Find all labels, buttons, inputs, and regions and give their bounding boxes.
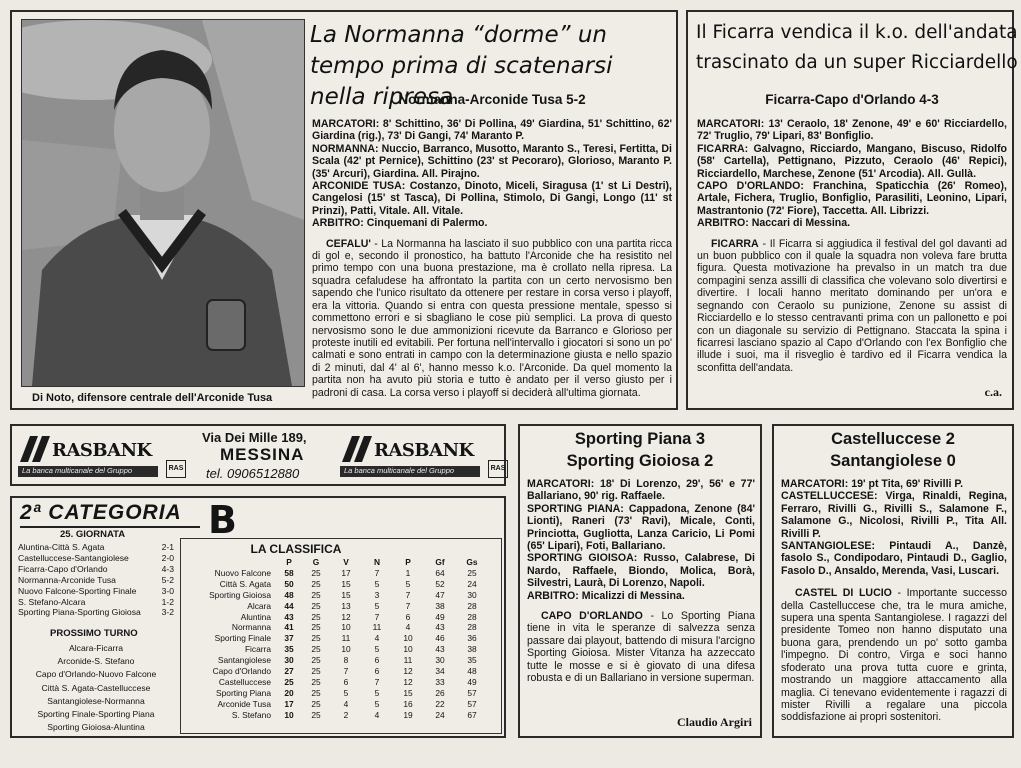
result-row [18, 597, 174, 608]
article-title-line2: Santangiolese 0 [830, 452, 956, 470]
standings-value: 22 [435, 698, 445, 709]
standings-value: 46 [435, 633, 445, 644]
arbitro: Cinquemani di Palermo. [366, 217, 488, 230]
result-row [18, 586, 174, 597]
result-match: S. Stefano-Alcara [18, 596, 86, 607]
standings-row [185, 568, 487, 579]
article-title: La Normanna “dorme” un tempo prima di scatenarsi nella ripresa [310, 22, 613, 110]
article-lead: CEFALU' [326, 237, 371, 250]
standings-value: 15 [403, 687, 413, 698]
standings-value: 1 [405, 567, 411, 578]
standings-header: N [373, 557, 381, 567]
article-title-line2: trascinato da un super Ricciardello [696, 52, 1018, 73]
standings-value: 27 [284, 666, 294, 677]
standings-value: 25 [311, 622, 321, 633]
standings-value: 25 [311, 655, 321, 666]
result-score: 2-0 [161, 552, 174, 563]
team2-lineup: Pintaudi A., Danzè, fasolo S., Condipodaro, Pintaudi D., Gaglio, Fasolo D., Ansaldo, Merenda, Vasi, Luscari. [781, 540, 1007, 577]
standings-value: 7 [343, 666, 349, 677]
result-score: 3-2 [161, 607, 174, 618]
article-normanna [10, 10, 678, 410]
standings-row [185, 688, 487, 699]
standings-value: 48 [284, 589, 294, 600]
marcatori-label: MARCATORI: [312, 118, 380, 130]
standings-team: Capo d'Orlando [212, 666, 271, 677]
next-match: Capo d'Orlando-Nuovo Falcone [35, 669, 157, 680]
standings-value: 25 [311, 589, 321, 600]
team1-label: SPORTING PIANA: [527, 502, 624, 515]
standings-team: Ficarra [244, 644, 271, 655]
standings-value: 25 [311, 567, 321, 578]
article-body [527, 478, 755, 691]
standings-value: 15 [341, 578, 351, 589]
team2-label: SANTANGIOLESE: [781, 540, 875, 553]
result-match: Normanna-Arconide Tusa [18, 574, 116, 585]
result-row [18, 564, 174, 575]
article-signature: c.a. [984, 385, 1002, 399]
standings-row [185, 601, 487, 612]
article-text: - Importante successo della Castelluccese che, tra le mura amiche, supera una spenta Santangiolese. I ragazzi del presidente Tomeo non hanno disputato una buona gara, prendendo un po' sotto gamba l'impegno. Di contro, Virga e soci hanno sfoderato una prova tutta cuore e grinta, mostrando un maggiore attaccamento alla maglia. Ci tenevano evidentemente i ragazzi di mister Rivilli a regalare una piccola soddisfazione ai propri sostenitori. [781, 587, 1007, 724]
standings-value: 25 [311, 644, 321, 655]
standings-value: 10 [403, 644, 413, 655]
rasbank-mark-icon [18, 434, 52, 464]
standings-value: 37 [284, 633, 294, 644]
team1-lineup: Virga, Rinaldi, Regina, Ferraro, Rivilli G., Rivilli S., Salamone F., Salamone G., Nicolosi, Rivilli P., Tita All. Rivilli P. [781, 490, 1007, 540]
article-title-line1: Sporting Piana 3 [574, 430, 706, 448]
result-match: Nuovo Falcone-Sporting Finale [18, 585, 137, 596]
standings-value: 41 [284, 622, 294, 633]
standings-value: 35 [284, 644, 294, 655]
standings-value: 24 [467, 578, 477, 589]
standings-value: 57 [467, 687, 477, 698]
standings-value: 30 [284, 655, 294, 666]
article-lead: CASTEL DI LUCIO [795, 587, 892, 600]
standings-value: 5 [374, 578, 380, 589]
standings-header: P [286, 557, 292, 567]
standings-value: 7 [374, 676, 380, 687]
standings-team: Arconide Tusa [217, 698, 271, 709]
next-match: Santangiolese-Normanna [47, 695, 145, 706]
arbitro-label: ARBITRO: [312, 217, 364, 230]
standings-row [185, 633, 487, 644]
standings-value: 11 [341, 633, 351, 644]
standings-value: 7 [405, 600, 411, 611]
ras-badge: RAS [166, 460, 186, 478]
marcatori: 13' Ceraolo, 18' Zenone, 49' e 60' Ricciardello, 72' Truglio, 79' Lipari, 83' Bonfiglio. [697, 118, 1007, 143]
standings-value: 12 [341, 611, 351, 622]
marcatori-label: MARCATORI: [697, 118, 765, 130]
standings-team: Alcara [247, 600, 271, 611]
standings-team: Aluntina [240, 611, 271, 622]
standings-value: 7 [374, 567, 380, 578]
standings-value: 5 [405, 578, 411, 589]
marcatori: 18' Di Lorenzo, 29', 56' e 77' Ballariano, 90' rig. Raffaele. [527, 478, 755, 503]
team2-lineup: Russo, Calabrese, Di Nardo, Raffaele, Biondo, Molica, Borà, Silvestri, Laurà, Di Lorenzo, Napoli. [527, 552, 755, 590]
standings-value: 25 [311, 709, 321, 720]
article-signature: Claudio Argiri [676, 715, 752, 729]
team1-lineup: Galvagno, Ricciardo, Mangano, Biscuso, Ridolfo (58' Cartella), Pettignano, Pizzuto, Ceraolo (46' Repici), Ricciardello, Marchese, Zenone (51' Arcodia). All. Gullà. [697, 142, 1007, 180]
standings-value: 43 [284, 611, 294, 622]
arbitro: Naccari di Messina. [751, 217, 851, 230]
next-match: Sporting Gioiosa-Aluntina [47, 722, 145, 733]
standings-team: Sporting Finale [214, 633, 271, 644]
standings-box [180, 538, 502, 734]
article-text: - Il Ficarra si aggiudica il festival del gol davanti ad un buon pubblico con il quale la squadra non voleva fare brutta figura. Questa motivazione ha prevalso in un match tra due compagini senza assilli di classifica che volevano solo divertirsi e divertire. I locali hanno meritato dominando per un'ora e segnando con Ceraolo su punizione, Zenone su assist di Ricciardello e lo stesso centravanti prima con un pallonetto e poi con un diagonale su servizio di Pettignano. Staccata la spina i ficarresi lasciano spazio al Capo d'Orlando con l'ex Bonfiglio che illude i suoi, ma il risveglio è tardivo ed il Ficarra vendica la sconfitta dell'andata. [697, 237, 1007, 374]
standings-value: 25 [311, 698, 321, 709]
standings-row [185, 612, 487, 623]
standings-value: 12 [403, 666, 413, 677]
standings-value: 5 [343, 687, 349, 698]
standings-value: 49 [467, 676, 477, 687]
standings-value: 8 [343, 655, 349, 666]
standings-value: 4 [405, 622, 411, 633]
next-round-label: PROSSIMO TURNO [50, 628, 138, 639]
team2-label: SPORTING GIOISOA: [527, 552, 638, 565]
standings-value: 6 [374, 666, 380, 677]
standings-value: 25 [311, 633, 321, 644]
standings-table [185, 557, 487, 721]
result-match: Aluntina-Città S. Agata [18, 542, 105, 552]
standings-value: 17 [284, 698, 294, 709]
standings-value: 10 [284, 709, 294, 720]
team2-label: ARCONIDE TUSA: [312, 180, 406, 193]
standings-value: 35 [467, 655, 477, 666]
result-score: 3-0 [161, 585, 174, 596]
next-match: Arconide-S. Stefano [57, 656, 135, 667]
standings-header: Gf [435, 557, 445, 567]
standings-team: Santangiolese [217, 655, 271, 666]
standings-value: 4 [374, 709, 380, 720]
standings-value: 44 [284, 600, 294, 611]
standings-value: 25 [311, 611, 321, 622]
standings-value: 17 [341, 567, 351, 578]
team1-lineup: Cappadona, Zenone (84' Lionti), Raneri (73' Ravi), Micale, Conti, Princiotta, Gugliotta, Lanza Caricio, Li Pomi (65' Lipari), Foti, Ballariano. [527, 502, 755, 553]
standings-value: 34 [435, 666, 445, 677]
team1-label: NORMANNA: [312, 142, 379, 155]
ad-address: Via Dei Mille 189, [202, 430, 307, 445]
standings-value: 5 [374, 687, 380, 698]
article-body [312, 118, 672, 405]
marcatori: 8' Schittino, 36' Di Pollina, 49' Giardina, 51' Schittino, 62' Giardina (rig.), 73' Di Gangi, 74' Maranto P. [312, 118, 672, 143]
next-round-list [18, 642, 174, 734]
team2-lineup: Franchina, Spaticchia (26' Romeo), Artale, Fichera, Truglio, Bonfiglio, Parasiliti, Leonino, Lipari, Mastrantonio (72' Fiore), Taccetta. All. Librizzi. [697, 180, 1007, 217]
standings-value: 7 [374, 611, 380, 622]
article-text: - Lo Sporting Piana tiene in vita le speranze di salvezza senza passare dai playout, battendo di misura l'arcigno Sporting Gioiosa. Mister Vitanza ha azzeccato tutte le mosse e si è giovato di una difesa robusta e di un Ballariano in versione superman. [527, 610, 755, 685]
standings-row [185, 622, 487, 633]
ras-badge: RAS [488, 460, 508, 478]
result-row [18, 542, 174, 553]
article-subtitle: Normanna-Arconide Tusa 5-2 [398, 92, 586, 107]
standings-value: 10 [341, 644, 351, 655]
standings-value: 6 [343, 676, 349, 687]
rasbank-tagline: La banca multicanale del Gruppo [22, 466, 133, 475]
standings-value: 4 [343, 698, 349, 709]
standings-value: 30 [435, 655, 445, 666]
standings-row [185, 677, 487, 688]
article-text: - La Normanna ha lasciato il suo pubblico con una partita ricca di gol e, secondo il pronostico, ha battuto l'Arconide che ha resistito nel primo tempo con una buona prestazione, ma è crollato nella ripresa. La squadra cefaludese ha affrontato la partita con un certo nervosismo ben sapendo che l'unico risultato da ottenere per restare in corsa verso i playoff, era la vittoria. Quando si entra con questa pressione mentale, spesso si commettono errori e si sbagliano le cose più semplici. La prova di questo nervosismo sono le due ammonizioni ricevute da Barranco e Glorioso per proteste inutili ed evitabili. Per fortuna nell'intervallo i giocatori si sono un po' calmati e sono entrati in campo con la determinazione giusta e nello spazio di 2 minuti, dal 4' al 6', hanno messo k.o. l'Arconide. Da quel momento la partita non ha avuto più storia e tutto è andato per il verso giusto per i padroni di casa. La corsa verso i playoff si deciderà all'ultima giornata. [312, 237, 672, 399]
standings-value: 10 [341, 622, 351, 633]
standings-value: 25 [311, 687, 321, 698]
result-score: 5-2 [161, 574, 174, 585]
rasbank-logo-text: RASBANK [374, 440, 474, 461]
article-lead: CAPO D'ORLANDO [541, 610, 643, 623]
standings-value: 49 [435, 611, 445, 622]
standings-row [185, 655, 487, 666]
team1-label: CASTELLUCCESE: [781, 490, 878, 503]
next-match: Città S. Agata-Castelluccese [41, 682, 151, 693]
standings-value: 48 [467, 666, 477, 677]
result-match: Ficarra-Capo d'Orlando [18, 563, 108, 574]
result-row [18, 575, 174, 586]
marcatori-label: MARCATORI: [527, 478, 595, 490]
rasbank-logo-text: RASBANK [52, 440, 152, 461]
standings-value: 43 [435, 622, 445, 633]
rasbank-tagline: La banca multicanale del Gruppo [344, 466, 455, 475]
standings-value: 11 [403, 655, 413, 666]
standings-value: 47 [435, 589, 445, 600]
standings-value: 19 [403, 709, 413, 720]
standings-value: 52 [435, 578, 445, 589]
standings-value: 33 [435, 676, 445, 687]
standings-value: 7 [405, 589, 411, 600]
standings-team: Nuovo Falcone [214, 567, 271, 578]
standings-value: 26 [435, 687, 445, 698]
standings-row [185, 666, 487, 677]
article-body [781, 478, 1007, 730]
standings-value: 5 [374, 600, 380, 611]
standings-value: 6 [374, 655, 380, 666]
standings-value: 6 [405, 611, 411, 622]
standings-row [185, 590, 487, 601]
result-score: 4-3 [161, 563, 174, 574]
standings-value: 38 [467, 644, 477, 655]
standings-row [185, 699, 487, 710]
standings-row [185, 644, 487, 655]
standings-value: 30 [467, 589, 477, 600]
standings-value: 25 [467, 567, 477, 578]
marcatori: 19' pt Tita, 69' Rivilli P. [851, 478, 964, 490]
standings-value: 25 [311, 666, 321, 677]
article-title-line1: Il Ficarra vendica il k.o. dell'andata [696, 22, 1018, 43]
standings-value: 57 [467, 698, 477, 709]
standings-value: 67 [467, 709, 477, 720]
article-sporting [518, 424, 762, 738]
arbitro-label: ARBITRO: [527, 589, 579, 602]
player-photo-image [22, 20, 304, 386]
rasbank-logo-right [340, 432, 510, 478]
standings-value: 13 [341, 600, 351, 611]
results-table [18, 542, 174, 618]
standings-header: V [343, 557, 349, 567]
standings-header: G [312, 557, 320, 567]
article-body [697, 118, 1007, 380]
result-row [18, 553, 174, 564]
category-box [10, 496, 506, 738]
standings-header: P [405, 557, 411, 567]
standings-value: 2 [343, 709, 349, 720]
next-match: Alcara-Ficarra [69, 643, 123, 653]
category-letter: B [208, 498, 237, 542]
article-lead: FICARRA [711, 237, 759, 250]
standings-team: Città S. Agata [219, 578, 271, 589]
standings-header-team [185, 557, 277, 568]
standings-header: Gs [466, 557, 478, 567]
standings-row [185, 579, 487, 590]
standings-value: 25 [311, 676, 321, 687]
player-photo [21, 19, 305, 387]
standings-value: 36 [467, 633, 477, 644]
standings-value: 5 [374, 698, 380, 709]
standings-value: 10 [403, 633, 413, 644]
standings-value: 28 [467, 622, 477, 633]
result-match: Castelluccese-Santangiolese [18, 552, 129, 563]
standings-team: Sporting Piana [216, 687, 271, 698]
standings-value: 50 [284, 578, 294, 589]
standings-value: 38 [435, 600, 445, 611]
standings-value: 64 [435, 567, 445, 578]
result-row [18, 607, 174, 618]
round-label: 25. GIORNATA [60, 529, 126, 540]
ad-city: MESSINA [220, 445, 305, 464]
standings-row [185, 710, 487, 721]
standings-value: 25 [311, 600, 321, 611]
article-subtitle: Ficarra-Capo d'Orlando 4-3 [765, 92, 939, 107]
standings-value: 11 [372, 622, 382, 633]
standings-value: 5 [374, 644, 380, 655]
standings-team: S. Stefano [231, 709, 271, 720]
standings-value: 4 [374, 633, 380, 644]
ad-phone: tel. 0906512880 [206, 466, 300, 481]
next-match: Sporting Finale-Sporting Piana [37, 709, 155, 720]
marcatori-label: MARCATORI: [781, 478, 849, 490]
article-ficarra [686, 10, 1018, 410]
standings-team: Castelluccese [218, 676, 271, 687]
standings-value: 28 [467, 600, 477, 611]
standings-value: 25 [311, 578, 321, 589]
standings-team: Sporting Gioiosa [209, 589, 271, 600]
team2-lineup: Costanzo, Dinoto, Miceli, Siragusa (1' st Li Destri), Cangelosi (15' st Tasca), Di Pollina, Stimolo, Di Gangi, Longo (11' st Prinzi), Patti, Vitale. All. Vitale. [312, 180, 672, 217]
standings-title: LA CLASSIFICA [250, 542, 342, 556]
photo-caption: Di Noto, difensore centrale dell'Arconide Tusa [32, 392, 273, 404]
team1-label: FICARRA: [697, 142, 749, 155]
team2-label: CAPO D'ORLANDO: [697, 180, 804, 193]
standings-value: 43 [435, 644, 445, 655]
rasbank-ad [10, 424, 506, 486]
standings-value: 15 [341, 589, 351, 600]
rasbank-mark-icon [340, 434, 374, 464]
article-castelluccese [772, 424, 1014, 738]
standings-team: Normanna [231, 622, 271, 633]
standings-value: 16 [403, 698, 413, 709]
category-title: 2ª CATEGORIA [20, 501, 182, 524]
standings-value: 58 [284, 567, 294, 578]
result-score: 1-2 [161, 596, 174, 607]
standings-value: 25 [284, 676, 294, 687]
rasbank-logo-left [18, 432, 188, 478]
standings-value: 28 [467, 611, 477, 622]
standings-value: 24 [435, 709, 445, 720]
arbitro: Micalizzi di Messina. [581, 589, 685, 602]
result-match: Sporting Piana-Sporting Gioiosa [18, 607, 141, 618]
result-score: 2-1 [161, 542, 174, 552]
standings-value: 12 [403, 676, 413, 687]
team1-lineup: Nuccio, Barranco, Musotto, Maranto S., Teresi, Fertitta, Di Scala (42' pt Pernice), Schittino (23' st Pecoraro), Glorioso, Maranto P. (35' Arcuri), Giardina. All. Pirajno. [312, 142, 672, 180]
arbitro-label: ARBITRO: [697, 217, 749, 230]
article-title-line1: Castelluccese 2 [831, 430, 955, 448]
standings-value: 3 [374, 589, 380, 600]
article-title-line2: Sporting Gioiosa 2 [566, 452, 714, 470]
standings-value: 20 [284, 687, 294, 698]
